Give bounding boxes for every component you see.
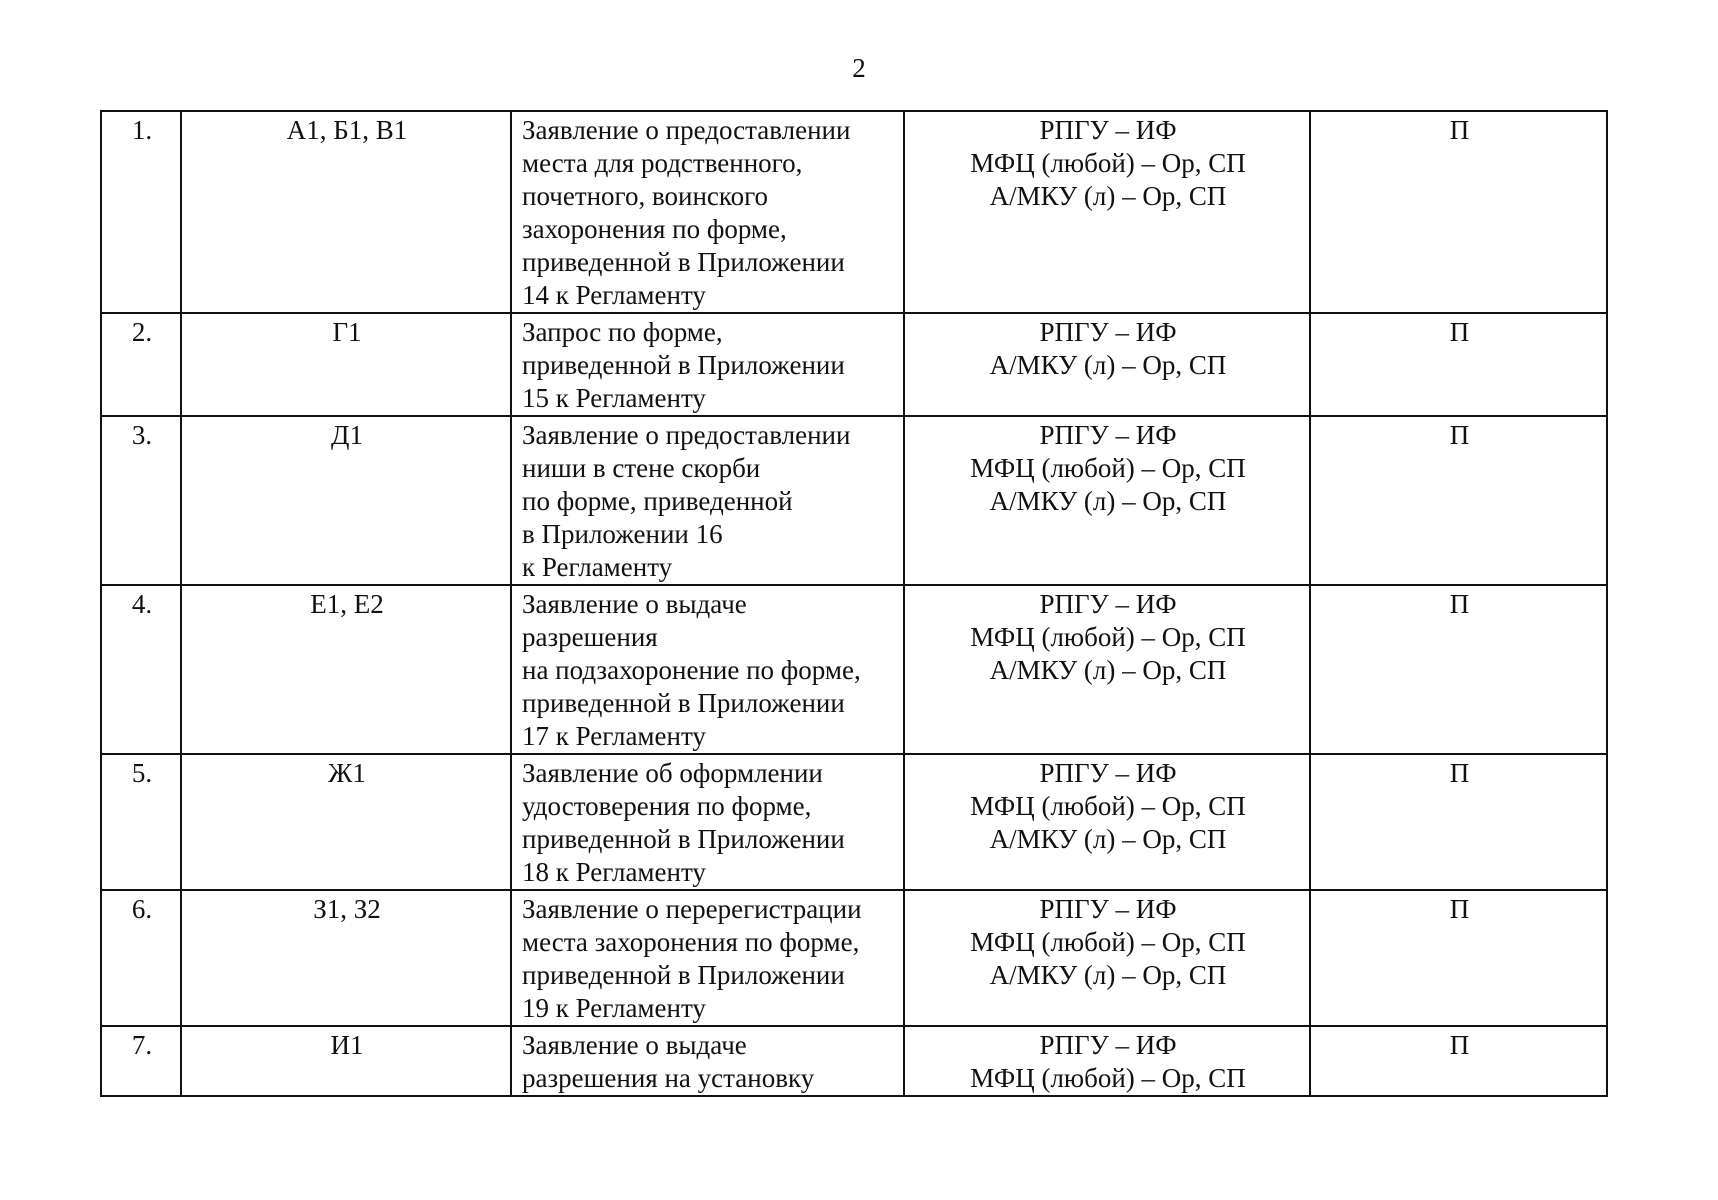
submission-channels — [904, 890, 1310, 1026]
description-line: удостоверения по форме, — [522, 791, 812, 821]
channel-line: РПГУ – ИФ — [1039, 317, 1177, 347]
table-body — [101, 111, 1607, 1096]
channel-line: МФЦ (любой) – Ор, СП — [970, 1063, 1246, 1093]
channel-line: А/МКУ (л) – Ор, СП — [989, 960, 1227, 990]
channel-line: РПГУ – ИФ — [1039, 589, 1177, 619]
description-line: Заявление о выдаче — [522, 1030, 747, 1060]
channel-line: РПГУ – ИФ — [1039, 420, 1177, 450]
row-number: 6. — [101, 890, 181, 1026]
submission-channels — [904, 313, 1310, 416]
description-line: Заявление о предоставлении — [522, 420, 851, 450]
submission-channels — [904, 111, 1310, 313]
channel-line: РПГУ – ИФ — [1039, 115, 1177, 145]
submission-channels — [904, 1026, 1310, 1096]
description-line: к Регламенту — [522, 552, 673, 582]
document-type-mark: П — [1310, 754, 1607, 890]
result-codes: Д1 — [181, 416, 511, 585]
description-line: приведенной в Приложении — [522, 247, 845, 277]
channel-line: МФЦ (любой) – Ор, СП — [970, 622, 1246, 652]
description-line: приведенной в Приложении — [522, 824, 845, 854]
document-type-mark: П — [1310, 890, 1607, 1026]
table-row — [101, 890, 1607, 1026]
description-line: Заявление о выдаче — [522, 589, 747, 619]
submission-channels — [904, 416, 1310, 585]
row-number: 2. — [101, 313, 181, 416]
channel-line: МФЦ (любой) – Ор, СП — [970, 791, 1246, 821]
result-codes: Е1, Е2 — [181, 585, 511, 754]
channel-line: МФЦ (любой) – Ор, СП — [970, 453, 1246, 483]
description-line: Заявление о предоставлении — [522, 115, 851, 145]
description-line: Запрос по форме, — [522, 317, 723, 347]
page-number: 2 — [852, 53, 866, 83]
description-line: разрешения на установку — [522, 1063, 815, 1093]
result-codes: А1, Б1, В1 — [181, 111, 511, 313]
description-line: по форме, приведенной — [522, 486, 793, 516]
description-line: 14 к Регламенту — [522, 280, 706, 310]
document-description — [511, 1026, 904, 1096]
document-description — [511, 585, 904, 754]
description-line: ниши в стене скорби — [522, 453, 761, 483]
row-number: 3. — [101, 416, 181, 585]
description-line: места для родственного, — [522, 148, 803, 178]
description-line: на подзахоронение по форме, — [522, 655, 861, 685]
document-description — [511, 416, 904, 585]
row-number: 7. — [101, 1026, 181, 1096]
channel-line: А/МКУ (л) – Ор, СП — [989, 824, 1227, 854]
row-number: 1. — [101, 111, 181, 313]
description-line: 19 к Регламенту — [522, 993, 706, 1023]
description-line: в Приложении 16 — [522, 519, 723, 549]
table-row — [101, 585, 1607, 754]
table-row — [101, 111, 1607, 313]
description-line: приведенной в Приложении — [522, 350, 845, 380]
table-row — [101, 313, 1607, 416]
document-type-mark: П — [1310, 585, 1607, 754]
channel-line: РПГУ – ИФ — [1039, 894, 1177, 924]
channel-line: МФЦ (любой) – Ор, СП — [970, 927, 1246, 957]
document-type-mark: П — [1310, 313, 1607, 416]
row-number: 5. — [101, 754, 181, 890]
channel-line: МФЦ (любой) – Ор, СП — [970, 148, 1246, 178]
description-line: 17 к Регламенту — [522, 721, 706, 751]
documents-table — [100, 110, 1608, 1097]
channel-line: А/МКУ (л) – Ор, СП — [989, 655, 1227, 685]
document-description — [511, 890, 904, 1026]
document-type-mark: П — [1310, 111, 1607, 313]
submission-channels — [904, 585, 1310, 754]
description-line: почетного, воинского — [522, 181, 769, 211]
description-line: разрешения — [522, 622, 658, 652]
row-number: 4. — [101, 585, 181, 754]
document-description — [511, 313, 904, 416]
table-row — [101, 754, 1607, 890]
description-line: захоронения по форме, — [522, 214, 787, 244]
table-row — [101, 1026, 1607, 1096]
document-description — [511, 111, 904, 313]
channel-line: А/МКУ (л) – Ор, СП — [989, 181, 1227, 211]
channel-line: РПГУ – ИФ — [1039, 758, 1177, 788]
description-line: приведенной в Приложении — [522, 960, 845, 990]
result-codes: З1, З2 — [181, 890, 511, 1026]
description-line: 18 к Регламенту — [522, 857, 706, 887]
description-line: места захоронения по форме, — [522, 927, 860, 957]
document-type-mark: П — [1310, 1026, 1607, 1096]
channel-line: А/МКУ (л) – Ор, СП — [989, 350, 1227, 380]
channel-line: А/МКУ (л) – Ор, СП — [989, 486, 1227, 516]
description-line: приведенной в Приложении — [522, 688, 845, 718]
table-row — [101, 416, 1607, 585]
submission-channels — [904, 754, 1310, 890]
description-line: Заявление об оформлении — [522, 758, 823, 788]
result-codes: И1 — [181, 1026, 511, 1096]
document-description — [511, 754, 904, 890]
result-codes: Г1 — [181, 313, 511, 416]
description-line: Заявление о перерегистрации — [522, 894, 862, 924]
channel-line: РПГУ – ИФ — [1039, 1030, 1177, 1060]
result-codes: Ж1 — [181, 754, 511, 890]
description-line: 15 к Регламенту — [522, 383, 706, 413]
document-type-mark: П — [1310, 416, 1607, 585]
